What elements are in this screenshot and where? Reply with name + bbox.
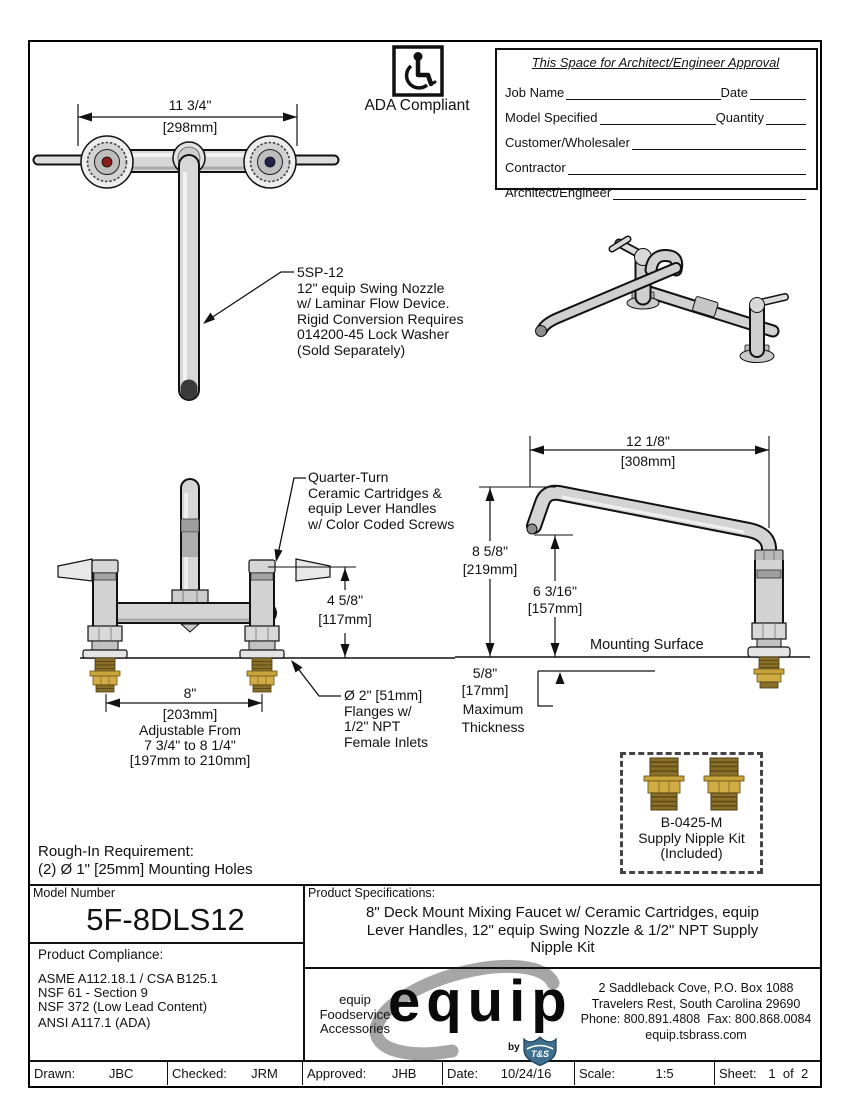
approval-row-customer [505,125,806,150]
company-address [570,981,822,1043]
job-name-field[interactable] [566,84,720,100]
nozzle-callout-line: (Sold Separately) [297,341,406,358]
date-label: Date [720,85,748,100]
approval-title: This Space for Architect/Engineer Approval [531,55,780,70]
sheet-label: Sheet: [719,1065,757,1081]
customer-field[interactable] [632,134,806,150]
handle-height-inches: 4 5/8" [326,592,364,608]
ada-compliant-label: ADA Compliant [364,97,470,114]
ts-logo-text: T&S [531,1049,549,1059]
logo-by-label: by [508,1042,520,1053]
product-compliance-label: Product Compliance: [38,947,164,962]
nipple-kit-line: (Included) [660,845,723,861]
footer-drawn-cell [30,1062,168,1085]
thickness-inches: 5/8" [472,665,498,681]
outlet-height-mm: [157mm] [527,600,583,616]
contractor-field[interactable] [568,159,806,175]
thickness-mm: [17mm] [461,682,509,698]
flange-callout-line: 1/2" NPT [344,718,401,734]
drawn-label: Drawn: [34,1065,76,1081]
handle-height-mm: [117mm] [318,611,372,627]
contractor-label: Contractor [505,160,566,175]
thickness-label-line: Thickness [461,719,525,735]
top-view-width-inches: 11 3/4" [168,97,212,113]
centers-inches: 8" [183,685,197,701]
flange-callout-line: Female Inlets [344,733,429,750]
thickness-label-line: Maximum [462,701,524,717]
cartridge-callout-line: Quarter-Turn [308,469,389,485]
compliance-item: ASME A112.18.1 / CSA B125.1 [38,971,218,986]
equip-logo: equip [388,969,573,1034]
centers-mm: [203mm] [162,706,218,722]
adjustable-line: 7 3/4" to 8 1/4" [144,737,236,753]
approval-row-job-name [505,75,806,100]
approved-value: JHB [391,1065,417,1081]
compliance-item: ANSI A117.1 (ADA) [38,1015,151,1030]
quantity-field[interactable] [766,109,806,125]
adjustable-line: Adjustable From [139,722,241,738]
nozzle-callout-line: 12" equip Swing Nozzle [297,279,445,296]
model-number-rule [30,942,304,944]
nozzle-callout-line: 5SP-12 [297,264,344,280]
sheet-value: 1 of 2 [768,1065,809,1081]
adjustable-line: [197mm to 210mm] [129,752,251,768]
architect-field[interactable] [613,184,806,200]
spout-height-inches: 8 5/8" [471,543,509,559]
nozzle-callout [297,265,464,358]
brand-tagline-line: Accessories [319,1021,391,1036]
nipple-kit-line: Supply Nipple Kit [638,829,745,846]
date-label: Date: [447,1065,479,1081]
ada-wheelchair-icon [392,45,444,97]
reach-mm: [308mm] [620,453,676,469]
model-number-label: Model Number [33,886,115,900]
footer-scale-cell [575,1062,715,1085]
date-value: 10/24/16 [500,1065,552,1081]
cartridge-callout-line: equip Lever Handles [308,500,437,516]
compliance-item: NSF 372 (Low Lead Content) [38,999,208,1014]
spec-line: Nipple Kit [530,939,595,956]
checked-label: Checked: [172,1065,227,1081]
footer-approved-cell [303,1062,443,1085]
spout-height-mm: [219mm] [462,561,518,577]
drawn-value: JBC [108,1065,134,1081]
rough-in-title: Rough-In Requirement: [38,843,194,860]
product-specifications-text [303,904,822,957]
address-line: equip.tsbrass.com [645,1027,747,1042]
outlet-height-inches: 6 3/16" [533,583,577,599]
product-specifications-label: Product Specifications: [308,886,436,900]
approval-row-model [505,100,806,125]
model-number: 5F-8DLS12 [86,902,245,937]
approval-row-contractor [505,150,806,175]
address-line: 2 Saddleback Cove, P.O. Box 1088 [598,981,794,995]
brand-tagline-line: Foodservice [319,1006,391,1022]
nipple-kit-line: B-0425-M [660,814,723,830]
supply-nipple-kit-text [623,815,760,862]
brand-tagline-line: equip [339,992,371,1007]
rough-in-detail: (2) Ø 1" [25mm] Mounting Holes [38,861,253,878]
address-line: Phone: 800.891.4808 Fax: 800.868.0084 [580,1012,812,1026]
flange-callout [344,688,428,750]
compliance-item: NSF 61 - Section 9 [38,985,148,1000]
model-specified-field[interactable] [600,109,716,125]
date-field[interactable] [750,84,806,100]
model-specified-label: Model Specified [505,110,598,125]
quantity-label: Quantity [715,110,764,125]
address-line: Travelers Rest, South Carolina 29690 [591,996,801,1011]
approved-label: Approved: [307,1065,367,1081]
supply-nipple-kit-box [620,752,763,874]
top-view-width-mm: [298mm] [162,119,218,135]
mounting-surface-label: Mounting Surface [590,637,704,653]
flange-callout-line: Ø 2" [51mm] [344,687,423,703]
reach-inches: 12 1/8" [626,433,670,449]
nozzle-callout-line: Rigid Conversion Requires [297,310,464,327]
cartridge-callout-line: w/ Color Coded Screws [308,515,455,532]
ts-brass-logo [523,1036,557,1066]
cartridge-callout [308,470,454,532]
nozzle-callout-line: 014200-45 Lock Washer [297,326,450,342]
flange-callout-line: Flanges w/ [344,702,412,719]
nozzle-callout-line: w/ Laminar Flow Device. [297,295,450,311]
spec-line: 8" Deck Mount Mixing Faucet w/ Ceramic Cartridges, equip [366,904,759,921]
job-name-label: Job Name [505,85,565,100]
customer-label: Customer/Wholesaler [505,135,630,150]
drawing-footer [30,1062,820,1085]
scale-label: Scale: [579,1065,616,1081]
approval-box [495,48,818,200]
checked-value: JRM [251,1065,278,1081]
footer-sheet-cell [715,1062,820,1085]
spec-line: Lever Handles, 12" equip Swing Nozzle & 1/2" NPT Supply [366,921,759,939]
scale-value: 1:5 [655,1065,674,1081]
approval-row-architect [505,175,806,200]
footer-checked-cell [168,1062,303,1085]
cartridge-callout-line: Ceramic Cartridges & [308,484,442,501]
architect-label: Architect/Engineer [505,185,612,200]
